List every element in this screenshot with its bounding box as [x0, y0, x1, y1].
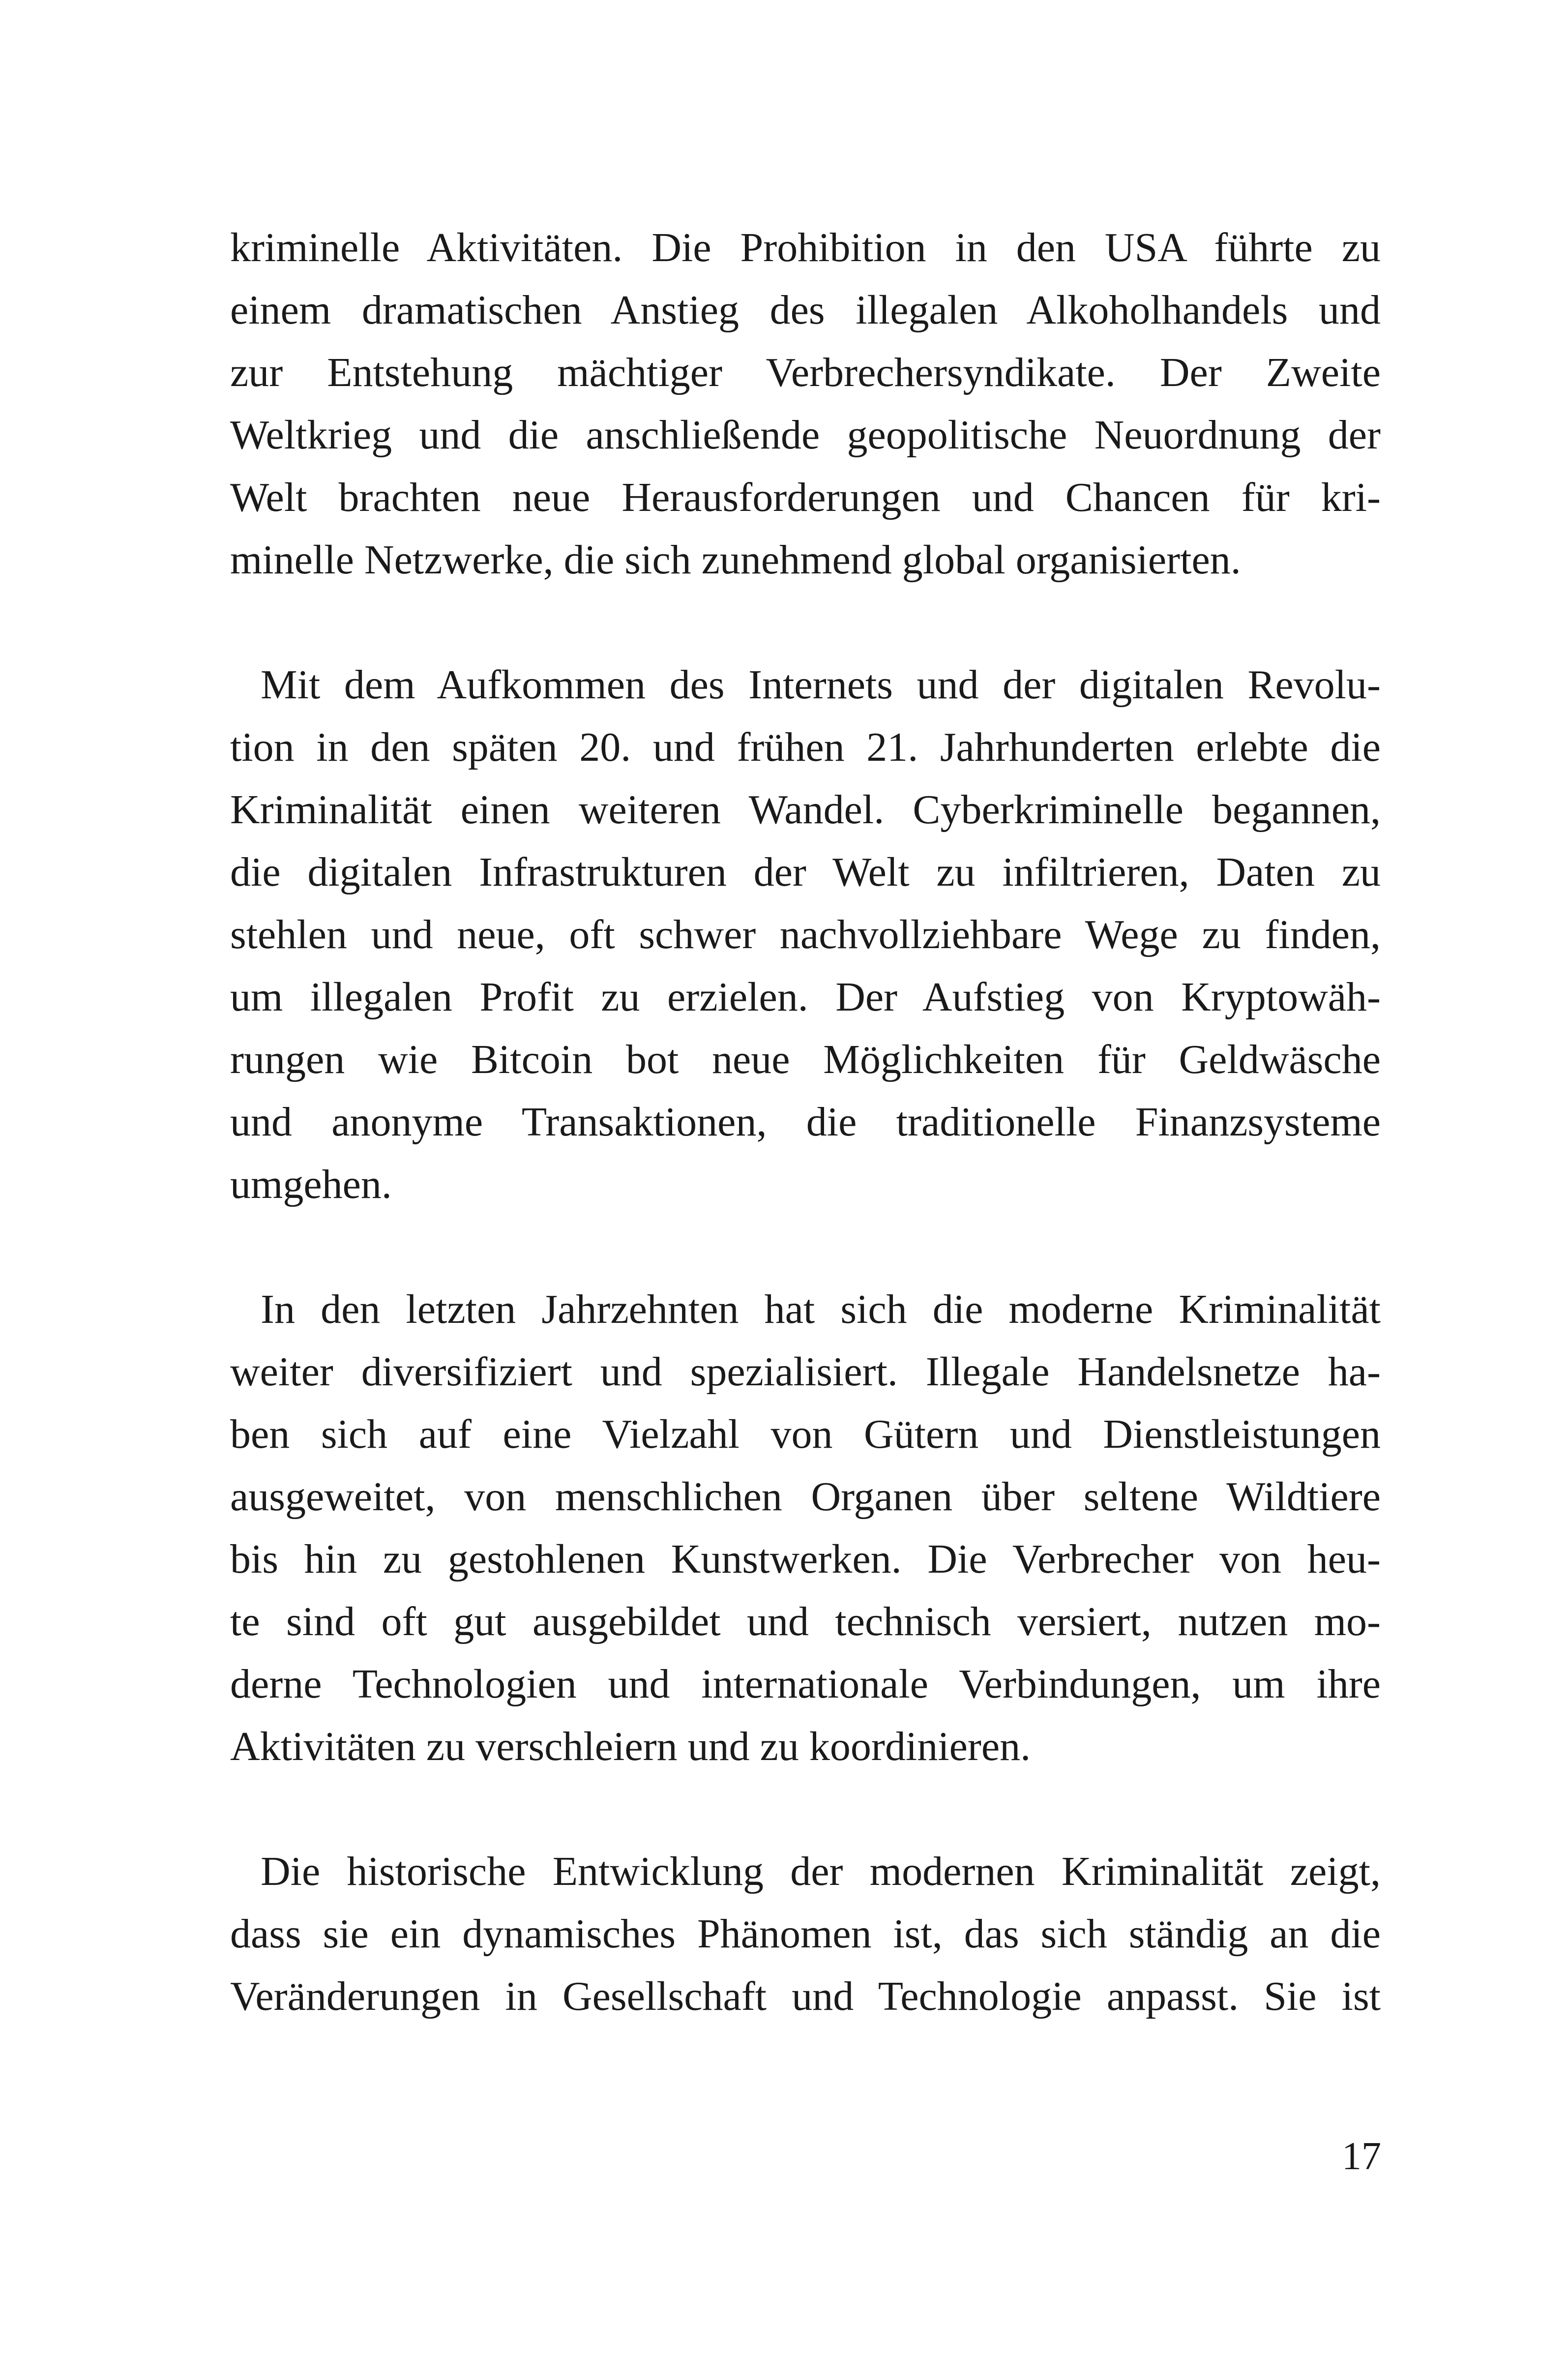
paragraph	[230, 1278, 1381, 1778]
paragraph-spacer	[230, 1778, 1381, 1840]
text-line: die digitalen Infrastrukturen der Welt zu infiltrieren, Daten zu	[230, 849, 1381, 895]
text-line: Kriminalität einen weiteren Wandel. Cyberkriminelle begannen,	[230, 787, 1381, 833]
paragraph	[230, 654, 1381, 1216]
text-line: ben sich auf eine Vielzahl von Gütern und Dienstleistungen	[230, 1411, 1381, 1457]
body-text	[230, 216, 1381, 2028]
text-line: um illegalen Profit zu erzielen. Der Aufstieg von Kryptowäh-	[230, 974, 1381, 1020]
paragraph-spacer	[230, 1216, 1381, 1278]
page-number: 17	[1342, 2135, 1381, 2178]
text-line: weiter diversifiziert und spezialisiert. Illegale Handelsnetze ha-	[230, 1349, 1381, 1395]
text-line: einem dramatischen Anstieg des illegalen Alkoholhandels und	[230, 287, 1381, 333]
text-line: te sind oft gut ausgebildet und technisch versiert, nutzen mo-	[230, 1599, 1381, 1644]
text-line: Weltkrieg und die anschließende geopolitische Neuordnung der	[230, 412, 1381, 458]
text-line: umgehen.	[230, 1162, 392, 1207]
text-line: Die historische Entwicklung der modernen Kriminalität zeigt,	[261, 1849, 1381, 1894]
text-line: kriminelle Aktivitäten. Die Prohibition in den USA führte zu	[230, 225, 1381, 270]
paragraph	[230, 1840, 1381, 2028]
paragraph	[230, 216, 1381, 591]
text-line: minelle Netzwerke, die sich zunehmend global organisierten.	[230, 537, 1241, 583]
text-line: und anonyme Transaktionen, die traditionelle Finanzsysteme	[230, 1099, 1381, 1145]
text-line: Mit dem Aufkommen des Internets und der digitalen Revolu-	[261, 662, 1381, 708]
text-line: ausgeweitet, von menschlichen Organen über seltene Wildtiere	[230, 1474, 1381, 1520]
text-line: tion in den späten 20. und frühen 21. Jahrhunderten erlebte die	[230, 724, 1381, 770]
text-line: In den letzten Jahrzehnten hat sich die moderne Kriminalität	[261, 1286, 1381, 1332]
text-line: dass sie ein dynamisches Phänomen ist, das sich ständig an die	[230, 1911, 1381, 1957]
paragraph-spacer	[230, 591, 1381, 654]
text-line: Welt brachten neue Herausforderungen und Chancen für kri-	[230, 475, 1381, 520]
text-line: Aktivitäten zu verschleiern und zu koordinieren.	[230, 1724, 1031, 1769]
text-line: bis hin zu gestohlenen Kunstwerken. Die Verbrecher von heu-	[230, 1536, 1381, 1582]
text-line: stehlen und neue, oft schwer nachvollziehbare Wege zu finden,	[230, 912, 1381, 957]
text-line: rungen wie Bitcoin bot neue Möglichkeiten für Geldwäsche	[230, 1037, 1381, 1082]
text-line: derne Technologien und internationale Verbindungen, um ihre	[230, 1661, 1381, 1707]
text-line: zur Entstehung mächtiger Verbrechersyndikate. Der Zweite	[230, 350, 1381, 395]
text-line: Veränderungen in Gesellschaft und Technologie anpasst. Sie ist	[230, 1973, 1381, 2019]
